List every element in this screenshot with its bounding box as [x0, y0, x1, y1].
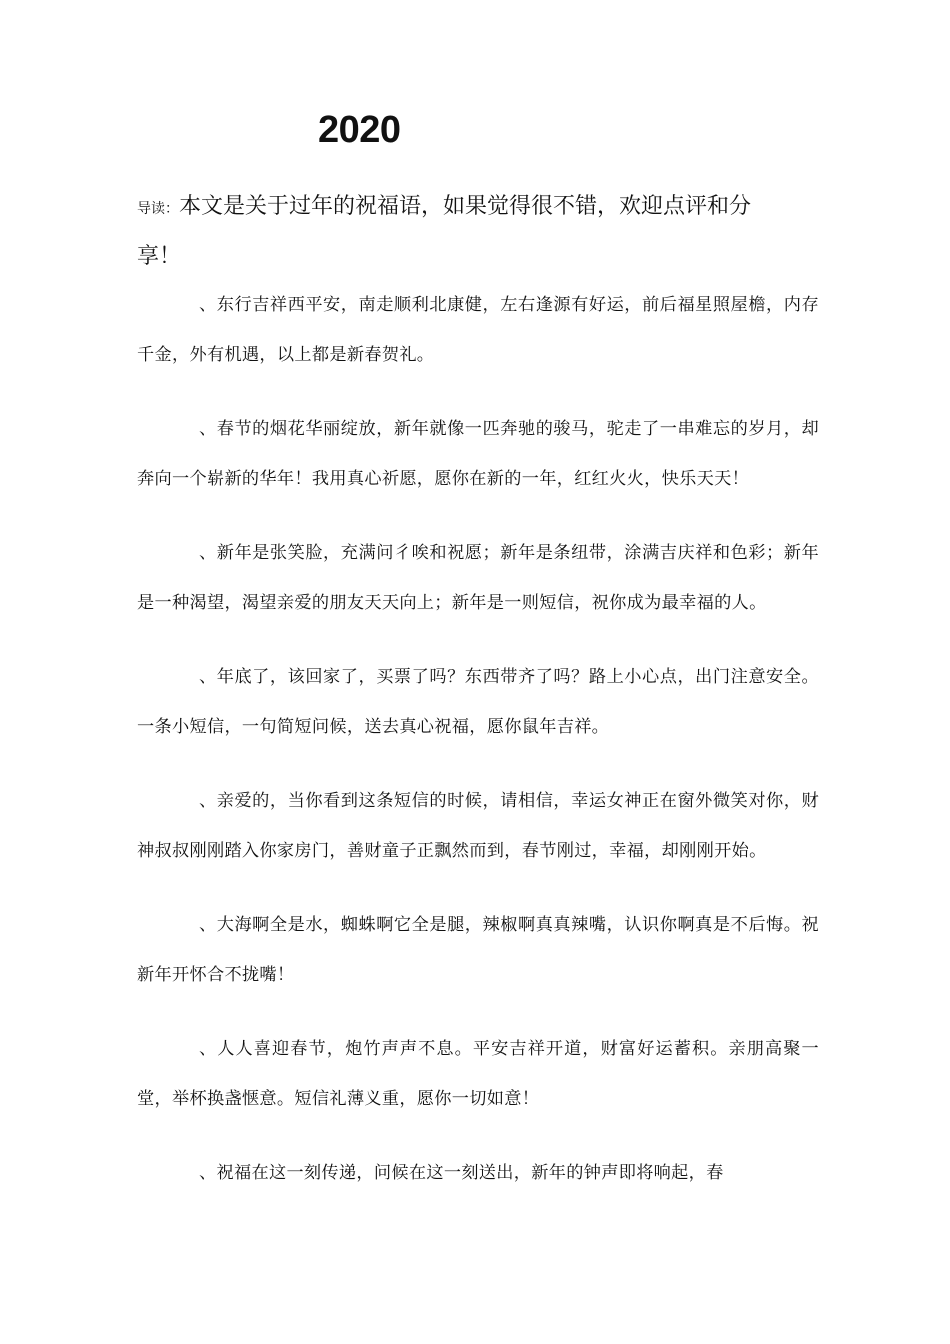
paragraph-2: 、春节的烟花华丽绽放，新年就像一匹奔驰的骏马，驼走了一串难忘的岁月，却奔向一个崭新的华年！我用真心祈愿，愿你在新的一年，红红火火，快乐天天！: [137, 419, 819, 489]
page-title: 2020: [318, 109, 401, 151]
body-text: [137, 280, 819, 1222]
paragraph-6: 、大海啊全是水，蜘蛛啊它全是腿，辣椒啊真真辣嘴，认识你啊真是不后悔。祝新年开怀合不拢嘴！: [137, 915, 819, 985]
paragraph-8: 、祝福在这一刻传递，问候在这一刻送出，新年的钟声即将响起，春: [199, 1163, 724, 1183]
intro-text: 本文是关于过年的祝福语，如果觉得很不错，欢迎点评和分享！: [137, 194, 752, 269]
paragraph-1: 、东行吉祥西平安，南走顺利北康健，左右逢源有好运，前后福星照屋檐，内存千金，外有机遇，以上都是新春贺礼。: [137, 295, 819, 365]
paragraph-3: 、新年是张笑脸，充满问彳唉和祝愿；新年是条纽带，涂满吉庆祥和色彩；新年是一种渴望，渴望亲爱的朋友天天向上；新年是一则短信，祝你成为最幸福的人。: [137, 543, 819, 613]
intro: [137, 183, 757, 280]
paragraph-4: 、年底了，该回家了，买票了吗？东西带齐了吗？路上小心点，出门注意安全。一条小短信，一句简短问候，送去真心祝福，愿你鼠年吉祥。: [137, 667, 819, 737]
paragraph-7: 、人人喜迎春节，炮竹声声不息。平安吉祥开道，财富好运蓄积。亲朋高聚一堂，举杯换盏惬意。短信礼薄义重，愿你一切如意！: [137, 1039, 819, 1109]
intro-label: 导读：: [137, 201, 179, 217]
paragraph-5: 、亲爱的，当你看到这条短信的时候，请相信，幸运女神正在窗外微笑对你，财神叔叔刚刚踏入你家房门，善财童子正飘然而到，春节刚过，幸福，却刚刚开始。: [137, 791, 819, 861]
